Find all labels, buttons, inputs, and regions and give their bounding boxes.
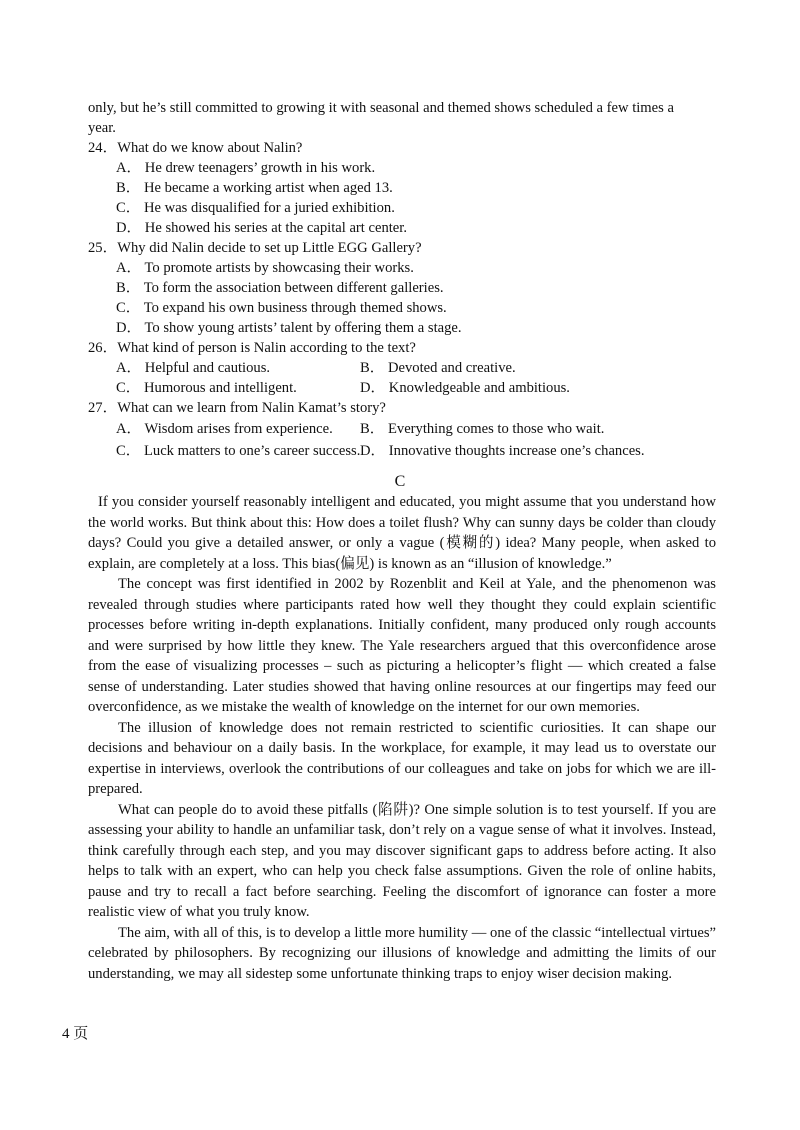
option-letter: B．	[360, 421, 385, 437]
option-b[interactable]	[88, 178, 716, 198]
question-text: What do we know about Nalin?	[117, 140, 303, 156]
question-text: What can we learn from Nalin Kamat’s story?	[117, 400, 386, 416]
option-c[interactable]	[88, 198, 716, 218]
option-letter: D．	[360, 380, 386, 396]
question-number: 26．	[88, 340, 118, 356]
paragraph: If you consider yourself reasonably intelligent and educated, you might assume that you understand how the world works. But think about this: How does a toilet flush? Why can sunny days be colder than cloudy days? Could you give a detailed answer, or only a vague (模糊的) idea? Many people, when asked to explain, are completely at a loss. This bias(偏见) is known as an “illusion of knowledge.”	[88, 494, 716, 572]
option-a[interactable]	[88, 418, 360, 440]
option-letter: D．	[116, 220, 142, 236]
option-c[interactable]	[88, 298, 716, 318]
option-text: Everything comes to those who wait.	[387, 421, 605, 437]
option-letter: A．	[116, 160, 142, 176]
paragraph: The illusion of knowledge does not remain restricted to scientific curiosities. It can shape our decisions and behaviour on a daily basis. In the workplace, for example, it may lead us to overstate our expertise in interviews, overlook the contributions of our colleagues and take on jobs for which we are ill-prepared.	[88, 719, 716, 797]
option-d[interactable]	[360, 378, 716, 398]
option-letter: C．	[116, 380, 141, 396]
option-c[interactable]	[88, 378, 360, 398]
option-text: To promote artists by showcasing their works.	[144, 260, 414, 276]
passage-b-ending	[88, 98, 716, 138]
option-text: He showed his series at the capital art center.	[144, 220, 407, 236]
intro-line: year.	[88, 120, 116, 136]
option-a[interactable]	[88, 158, 716, 178]
option-text: Innovative thoughts increase one’s chances.	[388, 443, 645, 459]
option-letter: B．	[360, 360, 385, 376]
option-a[interactable]	[88, 258, 716, 278]
option-b[interactable]	[360, 418, 716, 440]
question-25	[88, 238, 716, 338]
option-c[interactable]	[88, 440, 360, 462]
option-b[interactable]	[88, 278, 716, 298]
option-letter: C．	[116, 200, 141, 216]
option-text: He was disqualified for a juried exhibition.	[143, 200, 395, 216]
option-d[interactable]	[88, 218, 716, 238]
option-letter: B．	[116, 280, 141, 296]
question-26	[88, 338, 716, 398]
option-letter: C．	[116, 443, 141, 459]
option-text: Helpful and cautious.	[144, 360, 271, 376]
page-number: 4 页	[62, 1026, 89, 1042]
option-text: To form the association between different galleries.	[143, 280, 444, 296]
option-text: He became a working artist when aged 13.	[143, 180, 393, 196]
option-letter: D．	[360, 443, 386, 459]
option-text: He drew teenagers’ growth in his work.	[144, 160, 376, 176]
question-number: 24．	[88, 140, 118, 156]
option-a[interactable]	[88, 358, 360, 378]
option-text: Devoted and creative.	[387, 360, 516, 376]
question-24	[88, 138, 716, 238]
option-letter: C．	[116, 300, 141, 316]
paragraph: What can people do to avoid these pitfalls (陷阱)? One simple solution is to test yourself. If you are assessing your ability to handle an unfamiliar task, don’t rely on a vague sense of what it involves. Instead, think carefully through each step, and you may discover significant gaps to address before acting. It also helps to talk with an expert, who can help you check false assumptions. Given the role of online habits, pause and try to recall a fact before searching. Feeling the discomfort of ignorance can foster a more realistic view of what you truly know.	[88, 801, 716, 920]
option-d[interactable]	[360, 440, 716, 462]
option-text: Wisdom arises from experience.	[144, 421, 333, 437]
option-letter: A．	[116, 360, 142, 376]
question-text: What kind of person is Nalin according to the text?	[117, 340, 416, 356]
option-b[interactable]	[360, 358, 716, 378]
question-27	[88, 398, 716, 462]
option-text: Knowledgeable and ambitious.	[388, 380, 570, 396]
intro-line: only, but he’s still committed to growing it with seasonal and themed shows scheduled a few times a	[88, 100, 674, 116]
passage-c	[88, 492, 716, 984]
option-text: To expand his own business through themed shows.	[143, 300, 447, 316]
question-text: Why did Nalin decide to set up Little EGG Gallery?	[117, 240, 422, 256]
option-letter: A．	[116, 421, 142, 437]
paragraph: The aim, with all of this, is to develop a little more humility — one of the classic “intellectual virtues” celebrated by philosophers. By recognizing our illusions of knowledge and admitting the limits of our understanding, we may all sidestep some unfortunate thinking traps to enjoy wiser decision making.	[88, 924, 716, 982]
option-letter: A．	[116, 260, 142, 276]
question-number: 27．	[88, 400, 118, 416]
option-text: To show young artists’ talent by offering them a stage.	[144, 320, 462, 336]
option-letter: B．	[116, 180, 141, 196]
section-heading: C	[394, 473, 406, 490]
option-letter: D．	[116, 320, 142, 336]
option-text: Luck matters to one’s career success.	[143, 443, 361, 459]
option-text: Humorous and intelligent.	[143, 380, 297, 396]
question-number: 25．	[88, 240, 118, 256]
paragraph: The concept was first identified in 2002 by Rozenblit and Keil at Yale, and the phenomenon was revealed through studies where participants rated how well they thought they could explain scientific processes before writing in-depth explanations. Initially confident, many produced only rough accounts and were surprised by how little they knew. The Yale researchers argued that this overconfidence arose from the ease of visualizing processes – such as picturing a helicopter’s flight — which created a false sense of understanding. Later studies showed that having online resources at our fingertips may feed our overconfidence, as we mistake the wealth of knowledge on the internet for our own memories.	[88, 576, 716, 715]
option-d[interactable]	[88, 318, 716, 338]
